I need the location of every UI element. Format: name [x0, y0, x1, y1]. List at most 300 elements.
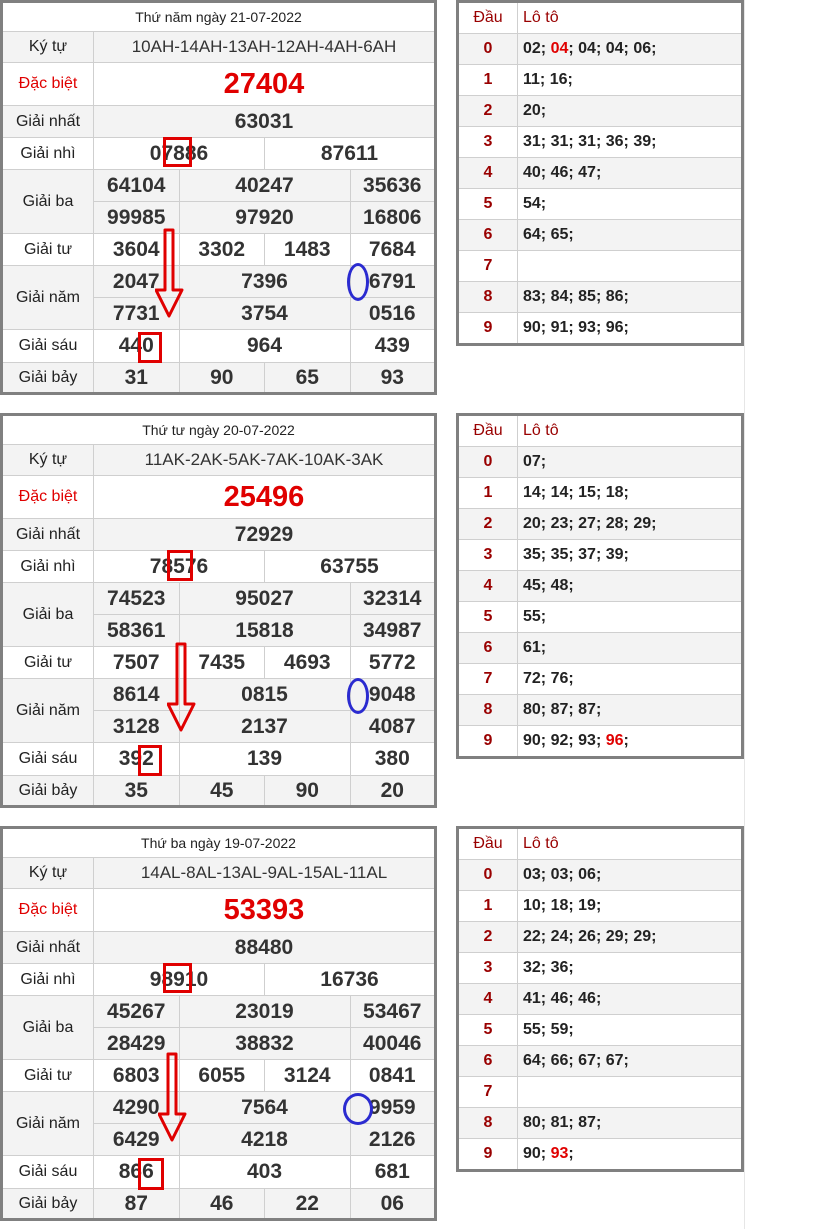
label-giai-tu: Giải tư: [2, 1060, 94, 1092]
fifth-prize-number: 9048: [350, 679, 436, 711]
fifth-prize-number: 8614: [94, 679, 180, 711]
draw-date-header: Thứ ba ngày 19-07-2022: [2, 828, 436, 858]
loto-values-label: Lô tô: [518, 415, 743, 447]
loto-number: 65: [550, 226, 569, 243]
loto-number: 04: [605, 40, 624, 57]
loto-head-digit: 4: [458, 571, 518, 602]
first-prize-number: 63031: [94, 106, 436, 138]
label-giai-sau: Giải sáu: [2, 743, 94, 776]
loto-head-digit: 3: [458, 540, 518, 571]
third-prize-number: 40247: [179, 170, 350, 202]
loto-values: 35; 35; 37; 39;: [518, 540, 743, 571]
label-giai-sau: Giải sáu: [2, 1156, 94, 1189]
second-prize-number: 63755: [265, 551, 436, 583]
third-prize-number: 53467: [350, 996, 436, 1028]
loto-number: 40: [523, 164, 541, 181]
special-prize-number: 53393: [94, 889, 436, 932]
highlight-circle: [347, 263, 369, 301]
label-giai-bay: Giải bảy: [2, 776, 94, 807]
label-giai-nhi: Giải nhì: [2, 138, 94, 170]
loto-number: 55: [523, 1021, 541, 1038]
loto-number: 92: [550, 732, 569, 749]
loto-row: [458, 726, 743, 758]
loto-number: 14: [550, 484, 569, 501]
loto-values: 03; 03; 06;: [518, 860, 743, 891]
loto-number: 22: [523, 928, 541, 945]
highlight-circle: [343, 1093, 373, 1125]
loto-number: 26: [578, 928, 596, 945]
loto-number: 29: [633, 928, 652, 945]
loto-head-digit: 9: [458, 726, 518, 758]
loto-values: 41; 46; 46;: [518, 984, 743, 1015]
label-giai-bay: Giải bảy: [2, 1189, 94, 1220]
loto-head-digit: 3: [458, 953, 518, 984]
sixth-prize-number: 681: [350, 1156, 436, 1189]
loto-number: 24: [550, 928, 569, 945]
loto-row: [458, 447, 743, 478]
loto-number: 93: [550, 1145, 569, 1162]
third-prize-number: 64104: [94, 170, 180, 202]
loto-number: 86: [605, 288, 624, 305]
loto-row: [458, 664, 743, 695]
loto-number: 46: [578, 990, 596, 1007]
loto-values: 55;: [518, 602, 743, 633]
fifth-prize-number: 3754: [179, 298, 350, 330]
seventh-prize-number: 90: [179, 363, 265, 394]
loto-head-digit: 7: [458, 1077, 518, 1108]
seventh-prize-number: 22: [265, 1189, 351, 1220]
loto-row: [458, 96, 743, 127]
loto-head-digit: 4: [458, 984, 518, 1015]
second-prize-number: 98910: [94, 964, 265, 996]
loto-row: [458, 1046, 743, 1077]
loto-head-digit: 5: [458, 602, 518, 633]
loto-values: 40; 46; 47;: [518, 158, 743, 189]
loto-number: 27: [578, 515, 596, 532]
loto-number: 87: [550, 701, 569, 718]
draw-block: [0, 413, 819, 813]
label-giai-ba: Giải ba: [2, 583, 94, 647]
fourth-prize-number: 7684: [350, 234, 436, 266]
loto-head-digit: 0: [458, 447, 518, 478]
loto-row: [458, 540, 743, 571]
loto-number: 45: [523, 577, 541, 594]
loto-number: 36: [605, 133, 624, 150]
seventh-prize-number: 31: [94, 363, 180, 394]
loto-head-digit: 8: [458, 1108, 518, 1139]
second-prize-number: 16736: [265, 964, 436, 996]
seventh-prize-number: 65: [265, 363, 351, 394]
sixth-prize-number: 440: [94, 330, 180, 363]
loto-number: 31: [523, 133, 541, 150]
loto-values: 83; 84; 85; 86;: [518, 282, 743, 313]
seventh-prize-number: 45: [179, 776, 265, 807]
loto-head-digit: 1: [458, 478, 518, 509]
second-prize-number: 07886: [94, 138, 265, 170]
loto-number: 85: [578, 288, 596, 305]
loto-number: 72: [523, 670, 541, 687]
loto-values: [518, 1077, 743, 1108]
loto-number: 80: [523, 701, 541, 718]
first-prize-number: 88480: [94, 932, 436, 964]
loto-number: 90: [523, 319, 541, 336]
fifth-prize-number: 6791: [350, 266, 436, 298]
third-prize-number: 34987: [350, 615, 436, 647]
label-giai-bay: Giải bảy: [2, 363, 94, 394]
third-prize-number: 95027: [179, 583, 350, 615]
third-prize-number: 35636: [350, 170, 436, 202]
first-prize-number: 72929: [94, 519, 436, 551]
third-prize-number: 32314: [350, 583, 436, 615]
loto-number: 15: [578, 484, 596, 501]
loto-number: 11: [523, 71, 540, 88]
loto-number: 16: [549, 71, 568, 88]
loto-row: [458, 251, 743, 282]
loto-number: 07: [523, 453, 541, 470]
loto-table: [456, 0, 744, 346]
label-giai-nhi: Giải nhì: [2, 964, 94, 996]
loto-head-digit: 9: [458, 313, 518, 345]
fourth-prize-number: 0841: [350, 1060, 436, 1092]
draw-block: [0, 0, 819, 400]
loto-head-digit: 4: [458, 158, 518, 189]
fifth-prize-number: 2047: [94, 266, 180, 298]
loto-row: [458, 1015, 743, 1046]
fourth-prize-number: 5772: [350, 647, 436, 679]
series-code: 10AH-14AH-13AH-12AH-4AH-6AH: [94, 32, 436, 63]
label-giai-nam: Giải năm: [2, 679, 94, 743]
fifth-prize-number: 7731: [94, 298, 180, 330]
loto-values: 31; 31; 31; 36; 39;: [518, 127, 743, 158]
fourth-prize-number: 3302: [179, 234, 265, 266]
series-code: 14AL-8AL-13AL-9AL-15AL-11AL: [94, 858, 436, 889]
loto-number: 39: [633, 133, 652, 150]
loto-head-digit: 8: [458, 695, 518, 726]
loto-values: 90; 93;: [518, 1139, 743, 1171]
seventh-prize-number: 06: [350, 1189, 436, 1220]
loto-row: [458, 478, 743, 509]
loto-number: 67: [578, 1052, 596, 1069]
loto-number: 04: [578, 40, 596, 57]
fifth-prize-number: 2126: [350, 1124, 436, 1156]
third-prize-number: 28429: [94, 1028, 180, 1060]
loto-row: [458, 922, 743, 953]
loto-number: 87: [578, 701, 596, 718]
fourth-prize-number: 1483: [265, 234, 351, 266]
sixth-prize-number: 866: [94, 1156, 180, 1189]
loto-row: [458, 34, 743, 65]
fourth-prize-number: 7507: [94, 647, 180, 679]
loto-values: 20;: [518, 96, 743, 127]
loto-number: 81: [550, 1114, 569, 1131]
loto-row: [458, 984, 743, 1015]
loto-head-label: Đầu: [458, 415, 518, 447]
loto-number: 35: [550, 546, 569, 563]
loto-head-digit: 9: [458, 1139, 518, 1171]
label-giai-nam: Giải năm: [2, 266, 94, 330]
loto-number: 64: [523, 226, 541, 243]
loto-number: 41: [523, 990, 541, 1007]
seventh-prize-number: 20: [350, 776, 436, 807]
third-prize-number: 23019: [179, 996, 350, 1028]
loto-head-digit: 0: [458, 860, 518, 891]
loto-values: 22; 24; 26; 29; 29;: [518, 922, 743, 953]
label-ky-tu: Ký tự: [2, 445, 94, 476]
fifth-prize-number: 6429: [94, 1124, 180, 1156]
loto-values: 72; 76;: [518, 664, 743, 695]
loto-number: 91: [550, 319, 569, 336]
results-table: [0, 413, 437, 808]
series-code: 11AK-2AK-5AK-7AK-10AK-3AK: [94, 445, 436, 476]
loto-head-digit: 3: [458, 127, 518, 158]
fifth-prize-number: 7396: [179, 266, 350, 298]
label-dac-biet: Đặc biệt: [2, 889, 94, 932]
loto-number: 59: [550, 1021, 569, 1038]
label-giai-sau: Giải sáu: [2, 330, 94, 363]
highlight-circle: [347, 678, 369, 714]
label-giai-nhat: Giải nhất: [2, 106, 94, 138]
loto-values: 14; 14; 15; 18;: [518, 478, 743, 509]
third-prize-number: 15818: [179, 615, 350, 647]
loto-number: 96: [605, 319, 624, 336]
fourth-prize-number: 6055: [179, 1060, 265, 1092]
loto-values-label: Lô tô: [518, 828, 743, 860]
draw-date-header: Thứ năm ngày 21-07-2022: [2, 2, 436, 32]
fifth-prize-number: 2137: [179, 711, 350, 743]
loto-values: 07;: [518, 447, 743, 478]
loto-row: [458, 602, 743, 633]
loto-values: 90; 92; 93; 96;: [518, 726, 743, 758]
loto-number: 20: [523, 515, 541, 532]
loto-row: [458, 1108, 743, 1139]
loto-row: [458, 313, 743, 345]
loto-values: 61;: [518, 633, 743, 664]
loto-number: 18: [550, 897, 569, 914]
loto-number: 04: [550, 40, 569, 57]
draw-date-header: Thứ tư ngày 20-07-2022: [2, 415, 436, 445]
label-dac-biet: Đặc biệt: [2, 63, 94, 106]
loto-values: 32; 36;: [518, 953, 743, 984]
loto-table: [456, 413, 744, 759]
loto-head-digit: 2: [458, 922, 518, 953]
loto-row: [458, 189, 743, 220]
special-prize-number: 25496: [94, 476, 436, 519]
sixth-prize-number: 139: [179, 743, 350, 776]
third-prize-number: 38832: [179, 1028, 350, 1060]
loto-number: 23: [550, 515, 569, 532]
fifth-prize-number: 0516: [350, 298, 436, 330]
fifth-prize-number: 4087: [350, 711, 436, 743]
loto-number: 90: [523, 732, 541, 749]
loto-number: 20: [523, 102, 541, 119]
label-giai-tu: Giải tư: [2, 234, 94, 266]
third-prize-number: 16806: [350, 202, 436, 234]
loto-values: 54;: [518, 189, 743, 220]
loto-row: [458, 633, 743, 664]
loto-number: 06: [633, 40, 652, 57]
seventh-prize-number: 90: [265, 776, 351, 807]
loto-head-label: Đầu: [458, 828, 518, 860]
fourth-prize-number: 7435: [179, 647, 265, 679]
fifth-prize-number: 9959: [350, 1092, 436, 1124]
loto-values: 45; 48;: [518, 571, 743, 602]
loto-number: 87: [578, 1114, 596, 1131]
loto-number: 06: [578, 866, 596, 883]
loto-values: 20; 23; 27; 28; 29;: [518, 509, 743, 540]
fourth-prize-number: 3604: [94, 234, 180, 266]
loto-number: 18: [605, 484, 624, 501]
loto-number: 32: [523, 959, 541, 976]
highlight-box: [163, 137, 192, 167]
loto-number: 55: [523, 608, 541, 625]
loto-row: [458, 953, 743, 984]
seventh-prize-number: 87: [94, 1189, 180, 1220]
loto-row: [458, 860, 743, 891]
sixth-prize-number: 439: [350, 330, 436, 363]
loto-number: 35: [523, 546, 541, 563]
loto-values: 80; 87; 87;: [518, 695, 743, 726]
loto-number: 76: [550, 670, 569, 687]
third-prize-number: 40046: [350, 1028, 436, 1060]
highlight-box: [138, 745, 162, 776]
loto-number: 02: [523, 40, 541, 57]
label-giai-ba: Giải ba: [2, 170, 94, 234]
loto-table: [456, 826, 744, 1172]
loto-head-digit: 7: [458, 664, 518, 695]
loto-row: [458, 891, 743, 922]
fifth-prize-number: 4290: [94, 1092, 180, 1124]
loto-head-label: Đầu: [458, 2, 518, 34]
loto-row: [458, 571, 743, 602]
loto-values: 64; 66; 67; 67;: [518, 1046, 743, 1077]
second-prize-number: 87611: [265, 138, 436, 170]
label-giai-nhat: Giải nhất: [2, 519, 94, 551]
loto-number: 03: [523, 866, 541, 883]
loto-head-digit: 6: [458, 1046, 518, 1077]
loto-row: [458, 509, 743, 540]
loto-row: [458, 1139, 743, 1171]
loto-number: 19: [578, 897, 596, 914]
loto-number: 36: [550, 959, 569, 976]
fifth-prize-number: 7564: [179, 1092, 350, 1124]
third-prize-number: 97920: [179, 202, 350, 234]
loto-head-digit: 6: [458, 220, 518, 251]
label-giai-nam: Giải năm: [2, 1092, 94, 1156]
highlight-box: [138, 332, 162, 363]
second-prize-number: 78576: [94, 551, 265, 583]
loto-number: 10: [523, 897, 541, 914]
label-giai-tu: Giải tư: [2, 647, 94, 679]
loto-number: 48: [550, 577, 569, 594]
special-prize-number: 27404: [94, 63, 436, 106]
sixth-prize-number: 403: [179, 1156, 350, 1189]
loto-number: 46: [550, 164, 569, 181]
loto-values: 80; 81; 87;: [518, 1108, 743, 1139]
results-table: [0, 0, 437, 395]
fifth-prize-number: 4218: [179, 1124, 350, 1156]
loto-head-digit: 6: [458, 633, 518, 664]
seventh-prize-number: 93: [350, 363, 436, 394]
label-giai-nhi: Giải nhì: [2, 551, 94, 583]
loto-number: 67: [605, 1052, 624, 1069]
loto-row: [458, 695, 743, 726]
loto-values: [518, 251, 743, 282]
loto-number: 96: [605, 732, 624, 749]
highlight-box: [138, 1158, 164, 1190]
loto-values: 02; 04; 04; 04; 06;: [518, 34, 743, 65]
fourth-prize-number: 6803: [94, 1060, 180, 1092]
loto-number: 90: [523, 1145, 541, 1162]
loto-number: 83: [523, 288, 541, 305]
label-giai-nhat: Giải nhất: [2, 932, 94, 964]
draw-block: [0, 826, 819, 1226]
loto-values: 11; 16;: [518, 65, 743, 96]
loto-number: 64: [523, 1052, 541, 1069]
loto-number: 28: [605, 515, 624, 532]
loto-number: 39: [605, 546, 624, 563]
loto-row: [458, 282, 743, 313]
loto-number: 31: [578, 133, 596, 150]
loto-values: 64; 65;: [518, 220, 743, 251]
seventh-prize-number: 35: [94, 776, 180, 807]
loto-head-digit: 7: [458, 251, 518, 282]
loto-values: 90; 91; 93; 96;: [518, 313, 743, 345]
loto-number: 61: [523, 639, 541, 656]
loto-head-digit: 2: [458, 96, 518, 127]
loto-number: 54: [523, 195, 541, 212]
loto-row: [458, 127, 743, 158]
fourth-prize-number: 3124: [265, 1060, 351, 1092]
label-ky-tu: Ký tự: [2, 858, 94, 889]
loto-number: 14: [523, 484, 541, 501]
highlight-box: [167, 550, 193, 581]
loto-head-digit: 1: [458, 65, 518, 96]
label-giai-ba: Giải ba: [2, 996, 94, 1060]
loto-head-digit: 2: [458, 509, 518, 540]
label-dac-biet: Đặc biệt: [2, 476, 94, 519]
fifth-prize-number: 3128: [94, 711, 180, 743]
loto-number: 93: [578, 732, 596, 749]
loto-head-digit: 1: [458, 891, 518, 922]
seventh-prize-number: 46: [179, 1189, 265, 1220]
loto-number: 37: [578, 546, 596, 563]
third-prize-number: 58361: [94, 615, 180, 647]
sixth-prize-number: 392: [94, 743, 180, 776]
loto-number: 93: [578, 319, 596, 336]
loto-number: 84: [550, 288, 569, 305]
loto-values: 10; 18; 19;: [518, 891, 743, 922]
loto-row: [458, 65, 743, 96]
label-ky-tu: Ký tự: [2, 32, 94, 63]
third-prize-number: 45267: [94, 996, 180, 1028]
third-prize-number: 74523: [94, 583, 180, 615]
loto-number: 29: [605, 928, 624, 945]
third-prize-number: 99985: [94, 202, 180, 234]
loto-number: 47: [578, 164, 596, 181]
loto-number: 03: [550, 866, 569, 883]
highlight-box: [163, 963, 192, 993]
fifth-prize-number: 0815: [179, 679, 350, 711]
results-table: [0, 826, 437, 1221]
loto-values: 55; 59;: [518, 1015, 743, 1046]
sixth-prize-number: 964: [179, 330, 350, 363]
loto-head-digit: 8: [458, 282, 518, 313]
loto-head-digit: 5: [458, 1015, 518, 1046]
loto-row: [458, 220, 743, 251]
loto-head-digit: 5: [458, 189, 518, 220]
sixth-prize-number: 380: [350, 743, 436, 776]
fourth-prize-number: 4693: [265, 647, 351, 679]
